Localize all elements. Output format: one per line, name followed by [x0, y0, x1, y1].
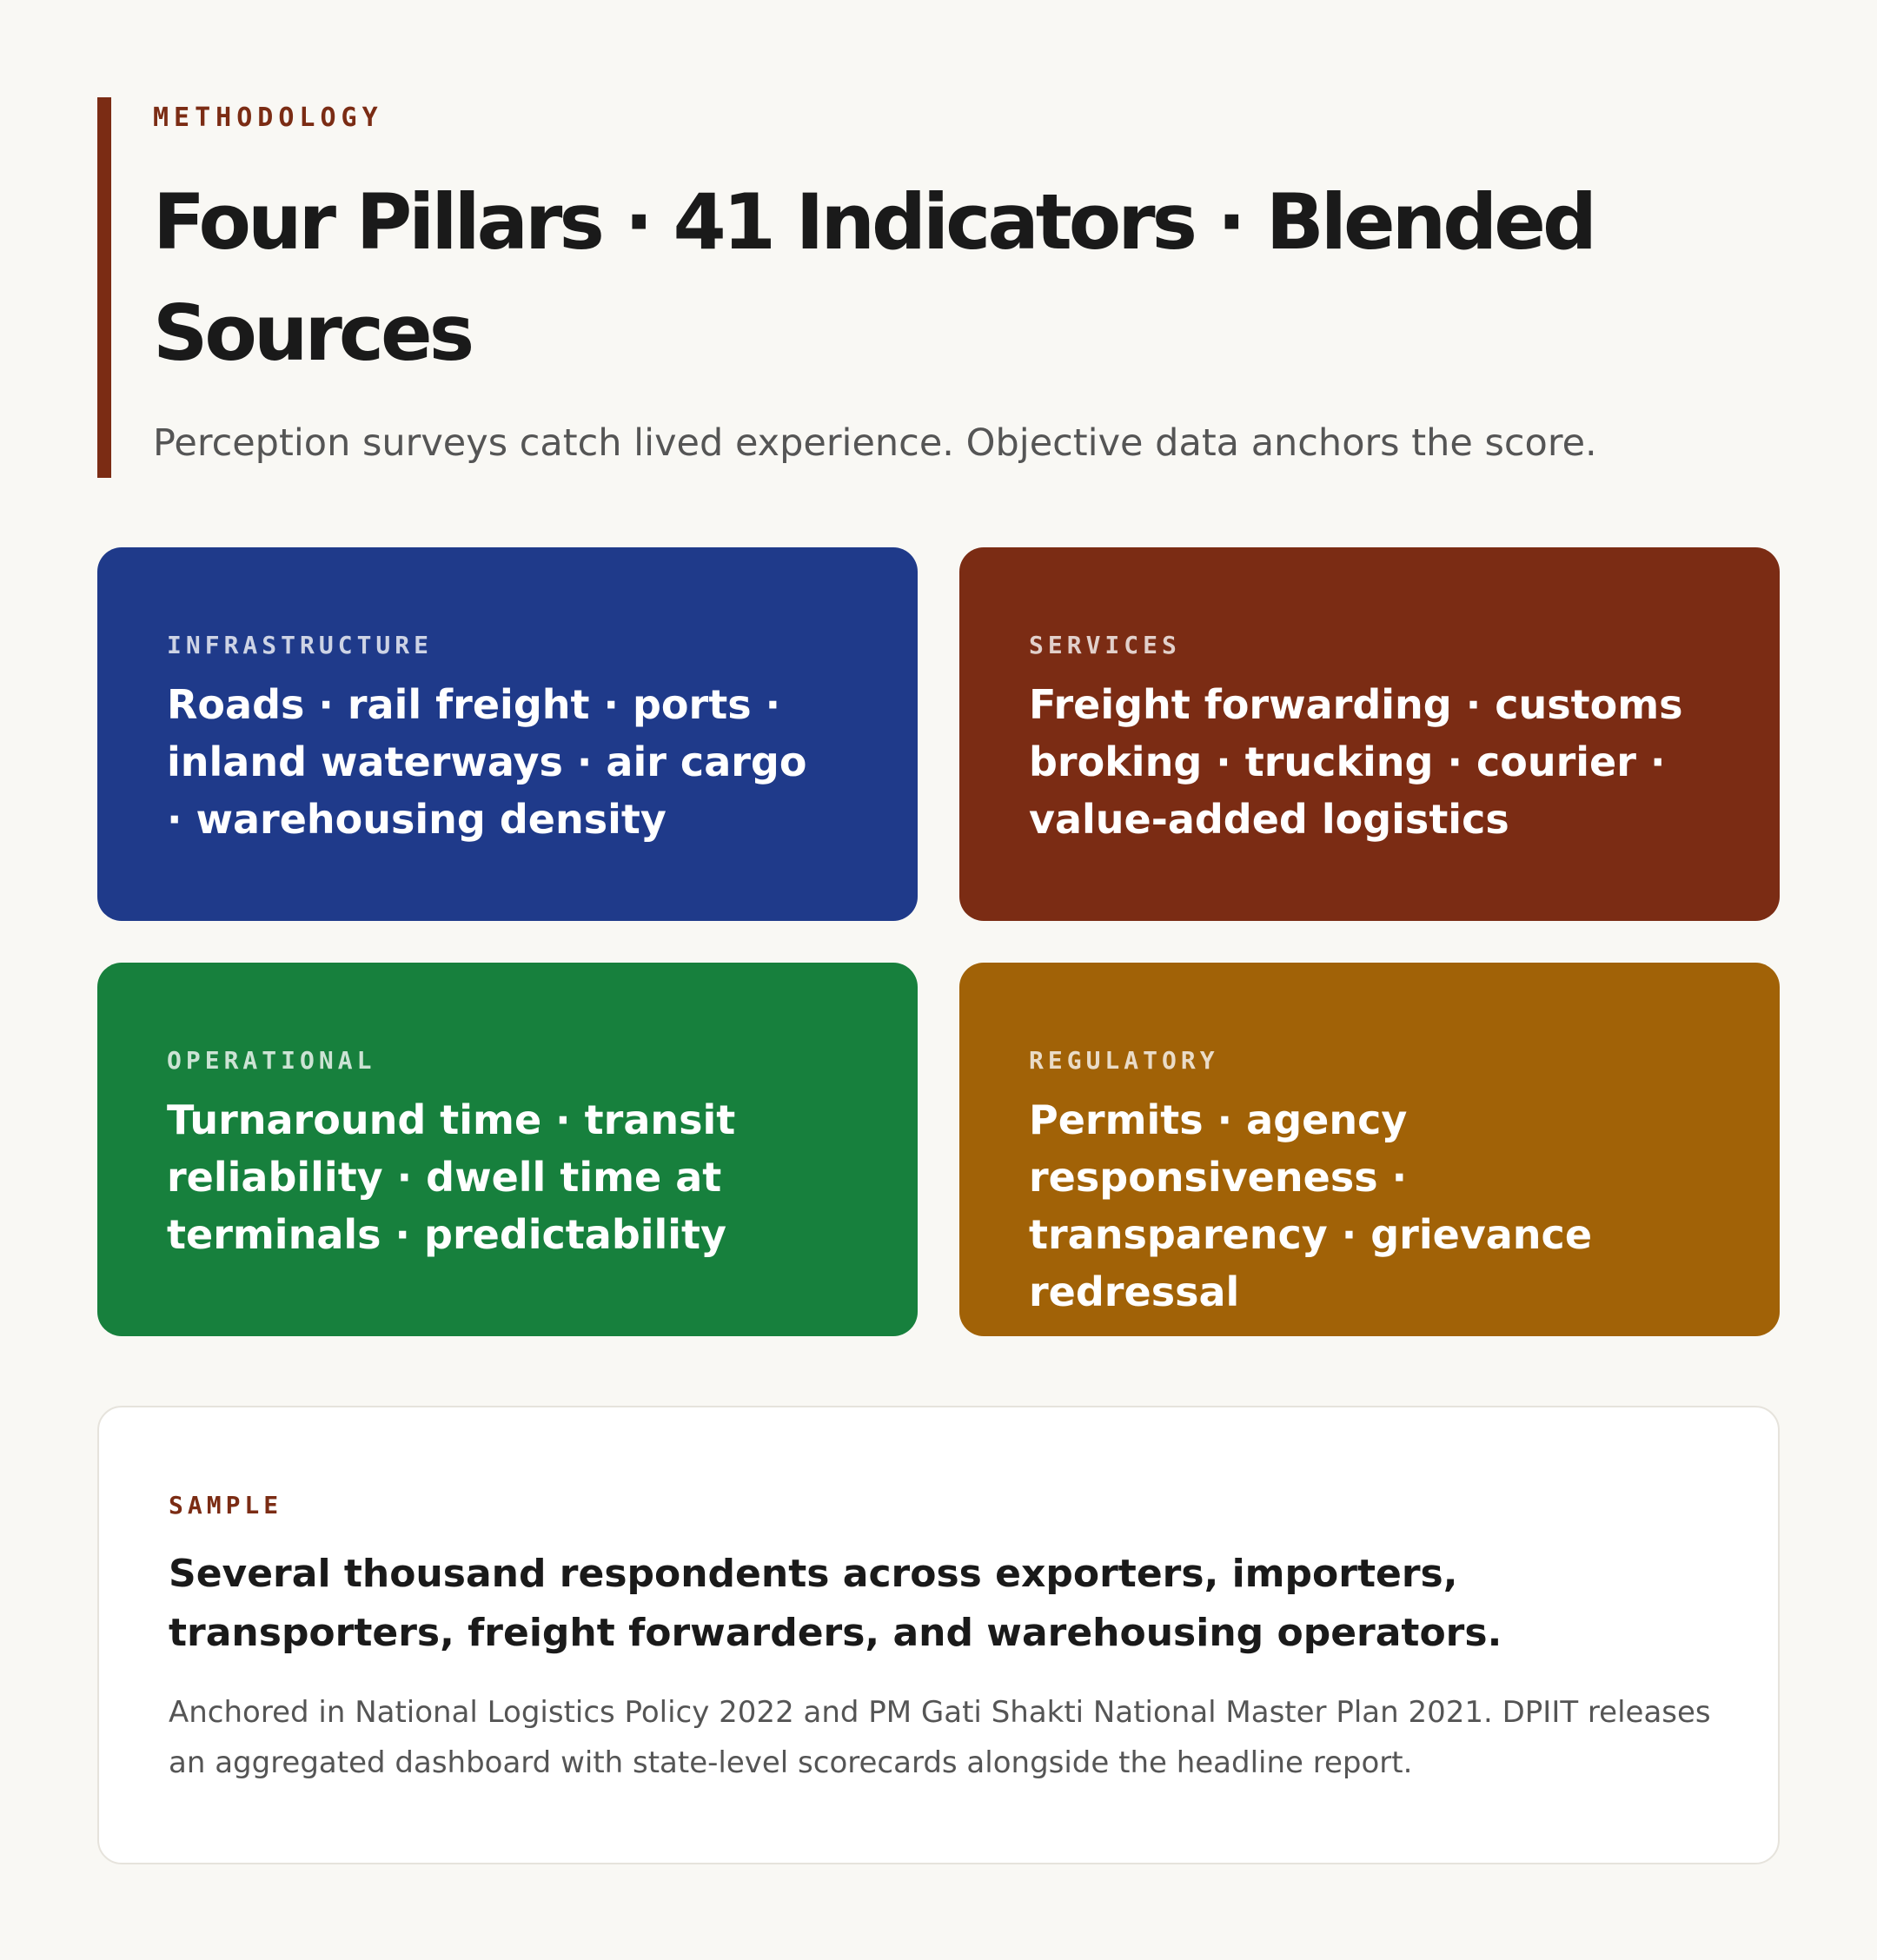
- sample-description: Several thousand respondents across exporters, importers, transporters, freight forwarders, and warehousing operators.: [169, 1552, 1502, 1655]
- pillar-card-operational: [97, 963, 918, 1336]
- sample-footnote: Anchored in National Logistics Policy 2022 and PM Gati Shakti National Master Plan 2021. DPIIT releases an aggregated dashboard with state-level scorecards alongside the headline report.: [169, 1695, 1711, 1780]
- accent-bar: [97, 97, 111, 478]
- methodology-header: [97, 97, 1780, 478]
- pillar-label: REGULATORY: [1029, 1046, 1219, 1075]
- sample-label: SAMPLE: [169, 1491, 283, 1520]
- pillar-description: Freight forwarding · customs broking · trucking · courier · value-added logistics: [1029, 681, 1683, 843]
- section-eyebrow: METHODOLOGY: [153, 103, 383, 133]
- page-title: Four Pillars · 41 Indicators · Blended Sources: [153, 177, 1594, 378]
- page-subtitle: Perception surveys catch lived experience. Objective data anchors the score.: [153, 421, 1597, 465]
- sample-card: [97, 1406, 1780, 1864]
- pillar-label: INFRASTRUCTURE: [167, 631, 434, 659]
- pillar-card-services: [959, 547, 1780, 921]
- pillar-card-regulatory: [959, 963, 1780, 1336]
- pillar-card-infrastructure: [97, 547, 918, 921]
- pillar-description: Roads · rail freight · ports · inland waterways · air cargo · warehousing density: [167, 681, 807, 843]
- pillar-description: Turnaround time · transit reliability · dwell time at terminals · predictability: [167, 1096, 736, 1258]
- pillar-label: OPERATIONAL: [167, 1046, 376, 1075]
- pillar-description: Permits · agency responsiveness · transparency · grievance redressal: [1029, 1096, 1593, 1315]
- pillar-label: SERVICES: [1029, 631, 1181, 659]
